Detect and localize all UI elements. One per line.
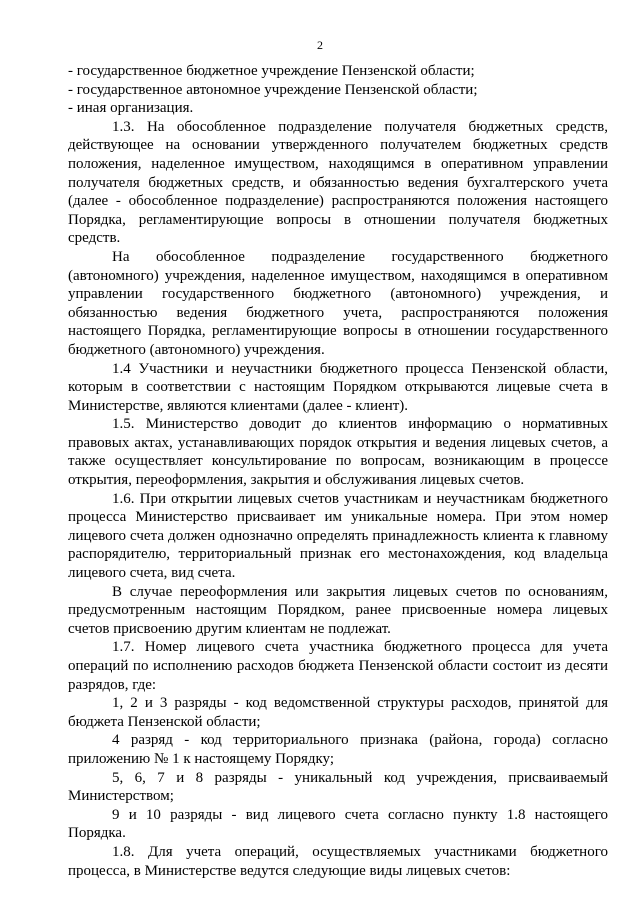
paragraph: 4 разряд - код территориального признака (района, города) согласно приложению № 1 к настоящему Порядку; bbox=[68, 732, 608, 767]
paragraph-1-7: 1.7. Номер лицевого счета участника бюджетного процесса для учета операций по исполнению расходов бюджета Пензенской области состоит из десяти разрядов, где: bbox=[68, 639, 608, 693]
paragraph-1-8: 1.8. Для учета операций, осуществляемых участниками бюджетного процесса, в Министерстве ведутся следующие виды лицевых счетов: bbox=[68, 843, 608, 879]
page-number: 2 bbox=[317, 38, 323, 52]
paragraph-1-5: 1.5. Министерство доводит до клиентов информацию о нормативных правовых актах, устанавливающих порядок открытия и ведения лицевых счетов, а также осуществляет консультирование по вопросам, возникающим в процессе открытия, переоформления, закрытия и обслуживания лицевых счетов. bbox=[68, 416, 608, 489]
paragraph-1-3: 1.3. На обособленное подразделение получателя бюджетных средств, действующее на основании утвержденного получателем бюджетных средств положения, наделенное имуществом, находящимся в оперативном управлении получателя бюджетных средств, и обязанностью ведения бухгалтерского учета (далее - обособленное подразделение) распространяются положения настоящего Порядка, регламентирующие вопросы в отношении получателя бюджетных средств. bbox=[68, 118, 608, 247]
paragraph: 9 и 10 разряды - вид лицевого счета согласно пункту 1.8 настоящего Порядка. bbox=[68, 806, 608, 842]
paragraph: 1, 2 и 3 разряды - код ведомственной структуры расходов, принятой для бюджета Пензенской области; bbox=[68, 695, 608, 730]
paragraph-1-4: 1.4 Участники и неучастники бюджетного процесса Пензенской области, которым в соответствии с настоящим Порядком открываются лицевые счета в Министерстве, являются клиентами (далее - клиент). bbox=[68, 360, 608, 414]
paragraph: На обособленное подразделение государственного бюджетного (автономного) учреждения, наделенное имуществом, находящимся в оперативном управлении государственного бюджетного (автономного) учреждения, и обязанностью ведения бюджетного учета, распространяются положения настоящего Порядка, регламентирующие вопросы в отношении государственного бюджетного (автономного) учреждения. bbox=[68, 248, 608, 358]
paragraph-1-6: 1.6. При открытии лицевых счетов участникам и неучастникам бюджетного процесса Министерство присваивает им уникальные номера. При этом номер лицевого счета должен однозначно определять принадлежность клиента к главному распорядителю, территориальный признак его местонахождения, код владельца лицевого счета, вид счета. bbox=[68, 490, 608, 582]
list-item: - иная организация. bbox=[68, 100, 194, 117]
paragraph: В случае переоформления или закрытия лицевых счетов по основаниям, предусмотренным настоящим Порядком, ранее присвоенные номера лицевых счетов присвоению другим клиентам не подлежат. bbox=[68, 583, 608, 637]
paragraph: 5, 6, 7 и 8 разряды - уникальный код учреждения, присваиваемый Министерством; bbox=[68, 769, 608, 805]
document-body bbox=[68, 62, 608, 880]
list-item: - государственное автономное учреждение Пензенской области; bbox=[68, 81, 478, 98]
list-item: - государственное бюджетное учреждение Пензенской области; bbox=[68, 63, 475, 79]
